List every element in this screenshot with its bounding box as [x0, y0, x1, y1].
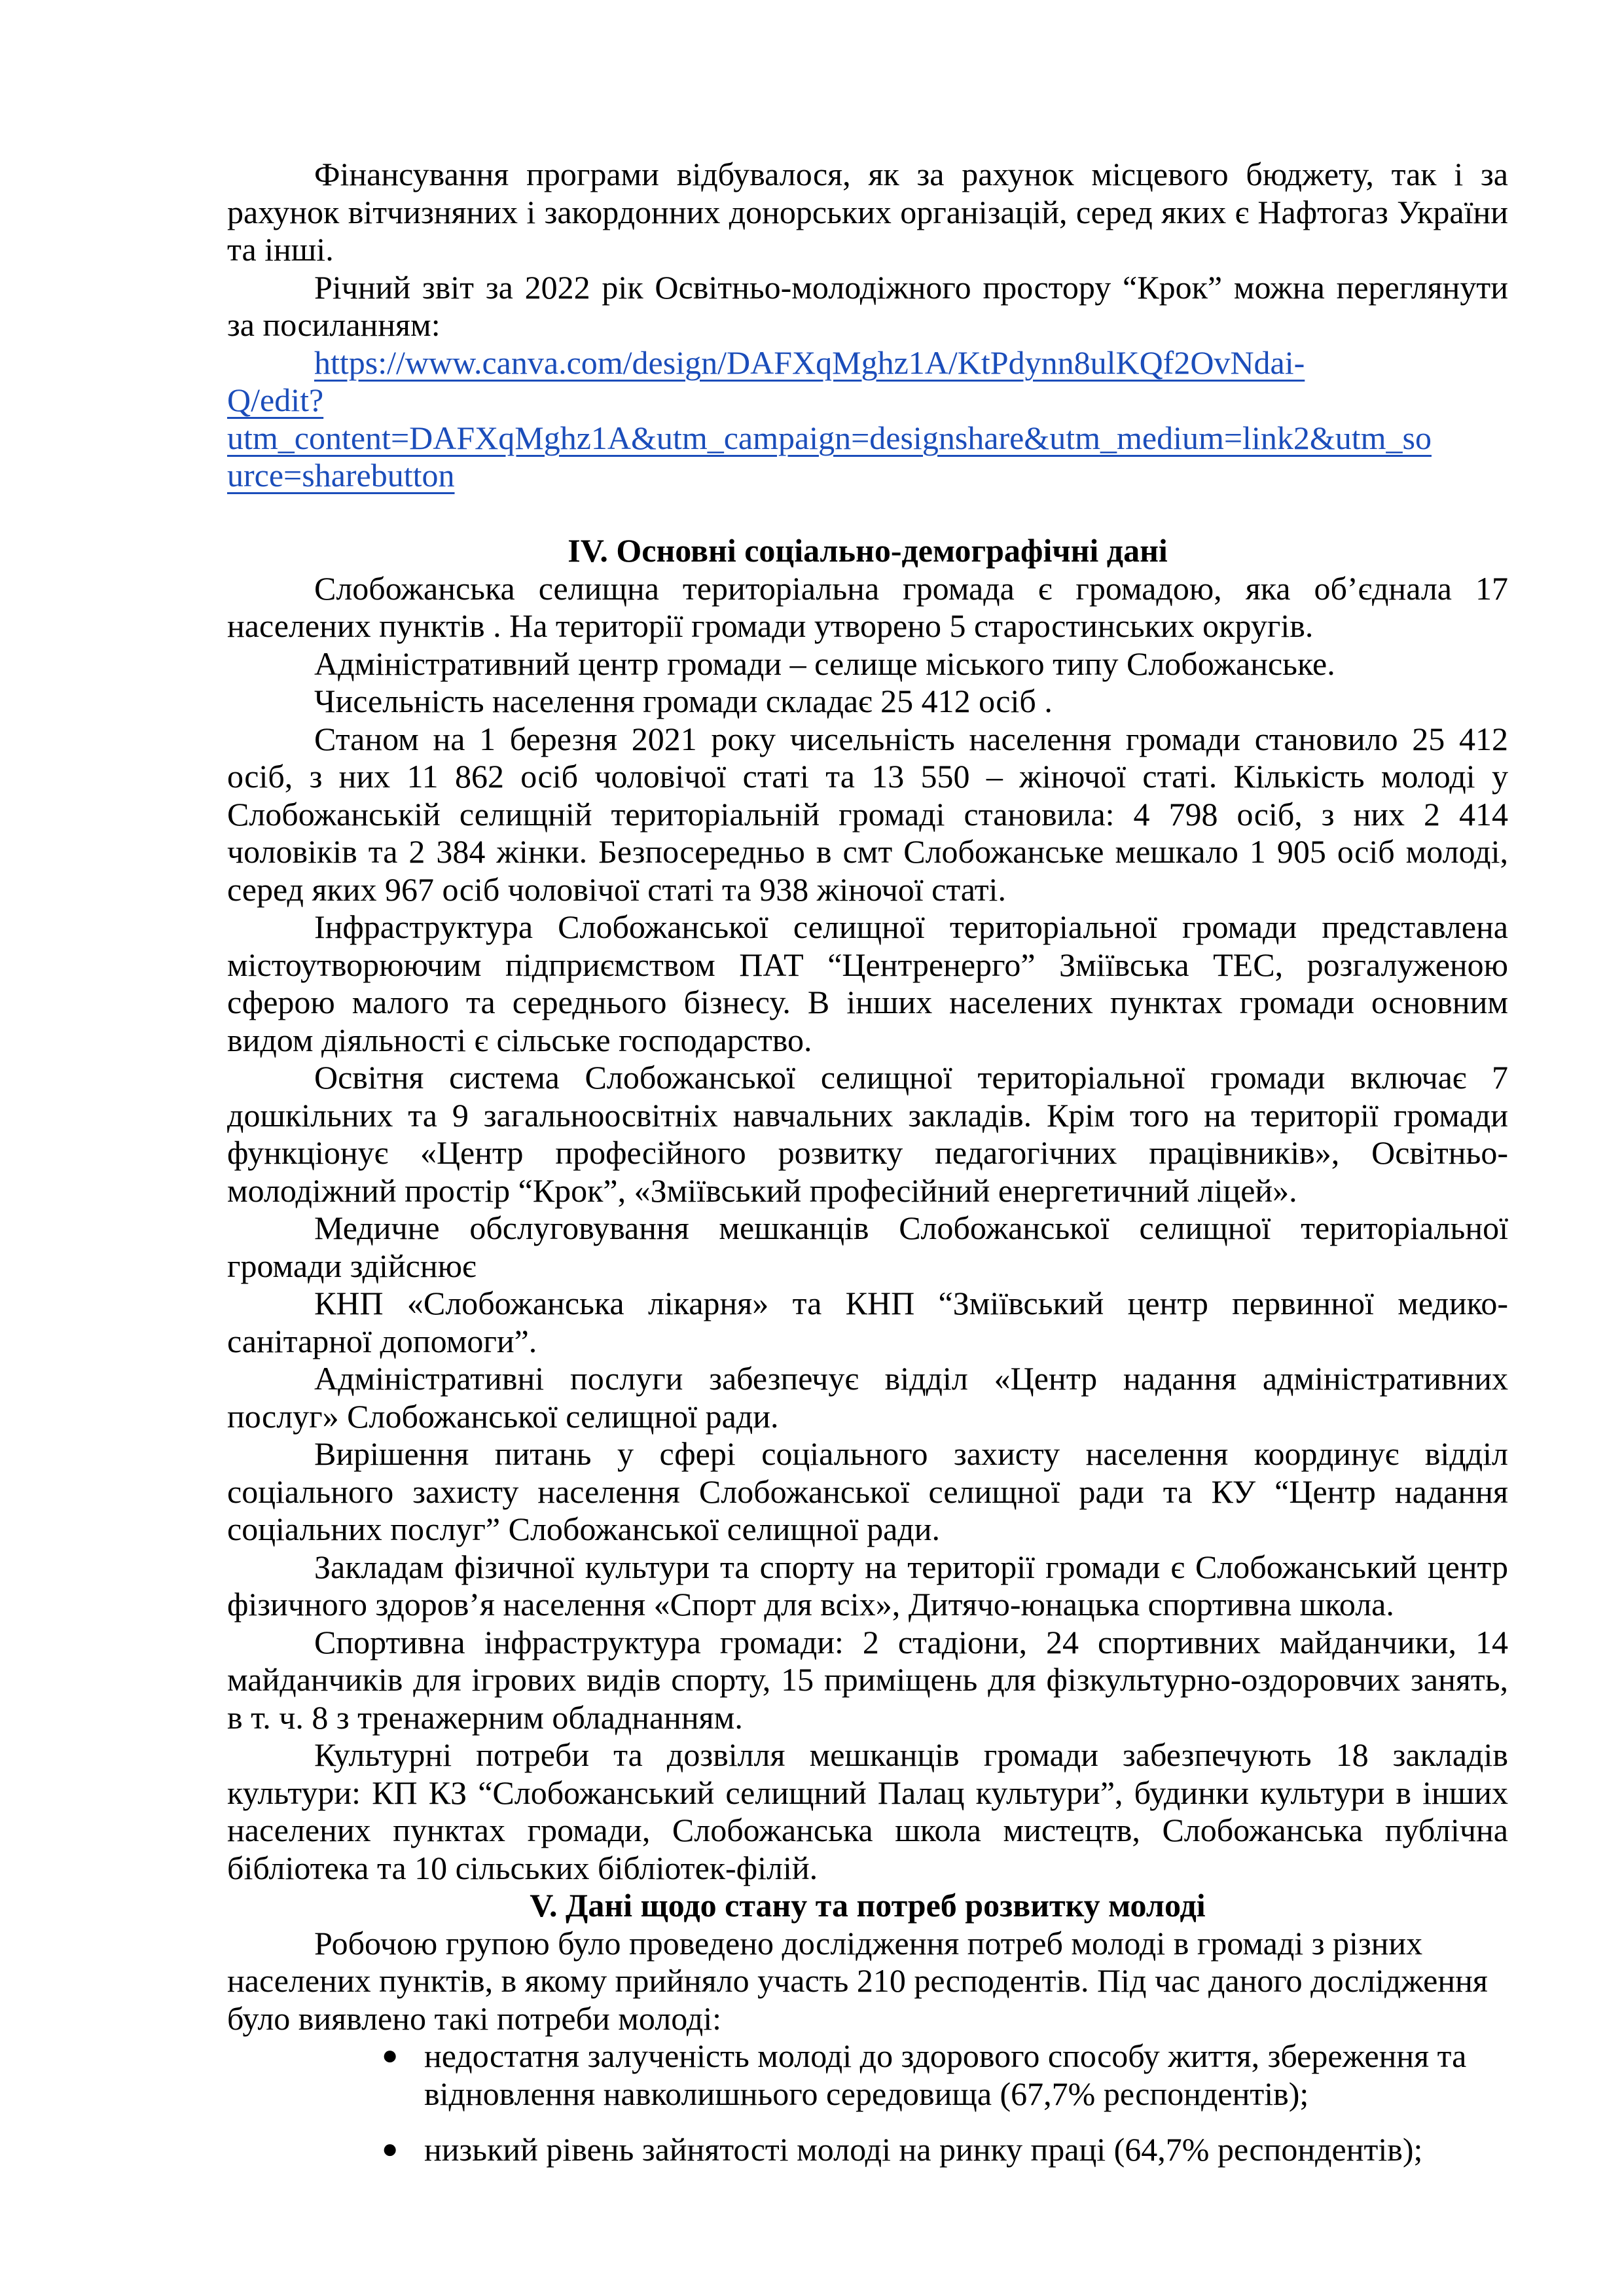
section-heading-iv: IV. Основні соціально-демографічні дані	[568, 532, 1168, 569]
paragraph-annual-report: Річний звіт за 2022 рік Освітньо-молодіжного простору “Крок” можна переглянути за посиланням:	[227, 268, 1508, 343]
paragraph-infrastructure: Інфраструктура Слобожанської селищної територіальної громади представлена містоутворюючим підприємством ПАТ “Центренерго” Зміївська ТЕС, розгалуженою сферою малого та середнього бізнесу. В інших населених пунктах громади основним видом діяльності є сільське господарство.	[227, 908, 1508, 1058]
canva-report-link[interactable]	[227, 344, 1508, 495]
paragraph-population-detail: Станом на 1 березня 2021 року чисельність населення громади становило 25 412 осіб, з них 11 862 осіб чоловічої статі та 13 550 – жіночої статі. Кількість молоді у Слобожанській селищній територіальній громаді становила: 4 798 осіб, з них 2 414 чоловіків та 2 384 жінки. Безпосередньо в смт Слобожанське мешкало 1 905 осіб молоді, серед яких 967 осіб чоловічої статі та 938 жіночої статі.	[227, 720, 1508, 908]
bullet-icon: ●	[382, 2041, 399, 2071]
paragraph-youth-survey: Робочою групою було проведено дослідження потреб молоді в громаді з різних населених пунктів, в якому прийняло участь 210 респодентів. Під час даного дослідження було виявлено такі потреби молоді:	[227, 1924, 1488, 2037]
paragraph-medical-facilities: КНП «Слобожанська лікарня» та КНП “Зміївський центр первинної медико-санітарної допомоги”.	[227, 1285, 1508, 1359]
paragraph-population-total: Чисельність населення громади складає 25 412 осіб .	[314, 683, 1053, 719]
bullet-icon: ●	[382, 2134, 399, 2164]
section-heading-v: V. Дані щодо стану та потреб розвитку молоді	[530, 1887, 1206, 1924]
youth-needs-list	[227, 2037, 1508, 2169]
paragraph-education: Освітня система Слобожанської селищної територіальної громади включає 7 дошкільних та 9 загальноосвітніх навчальних закладів. Крім того на території громади функціонує «Центр професійного розвитку педагогічних працівників», Освітньо-молодіжний простір “Крок”, «Зміївський професійний енергетичний ліцей».	[227, 1059, 1508, 1209]
list-item	[382, 2037, 1508, 2113]
paragraph-link	[227, 344, 1508, 495]
paragraph-culture: Культурні потреби та дозвілля мешканців громади забезпечують 18 закладів культури: КП КЗ “Слобожанський селищний Палац культури”, будинки культури в інших населених пунктах громади, Слобожанська школа мистецтв, Слобожанська публічна бібліотека та 10 сільських бібліотек-філій.	[227, 1736, 1508, 1886]
paragraph-community-overview: Слобожанська селищна територіальна громада є громадою, яка об’єднала 17 населених пунктів . На території громади утворено 5 старостинських округів.	[227, 569, 1508, 644]
link-line-3: urce=sharebutton	[227, 457, 455, 493]
blank-line	[227, 495, 1508, 533]
paragraph-social-protection: Вирішення питань у сфері соціального захисту населення координує відділ соціального захисту населення Слобожанської селищної ради та КУ “Центр надання соціальних послуг” Слобожанської селищної ради.	[227, 1435, 1508, 1547]
list-item-text: низький рівень зайнятості молоді на ринку праці (64,7% респондентів);	[424, 2131, 1423, 2168]
list-item	[382, 2131, 1508, 2169]
paragraph-admin-center: Адміністративний центр громади – селище міського типу Слобожанське.	[314, 645, 1335, 682]
list-item-text: недостатня залученість молоді до здорового способу життя, збереження та відновлення навколишнього середовища (67,7% респондентів);	[424, 2037, 1467, 2112]
link-line-1: https://www.canva.com/design/DAFXqMghz1A/KtPdynn8ulKQf2OvNdai-	[314, 344, 1305, 381]
link-line-2: Q/edit?utm_content=DAFXqMghz1A&utm_campaign=designshare&utm_medium=link2&utm_so	[227, 382, 1432, 456]
paragraph-financing: Фінансування програми відбувалося, як за рахунок місцевого бюджету, так і за рахунок вітчизняних і закордонних донорських організацій, серед яких є Нафтогаз України та інші.	[227, 156, 1508, 268]
paragraph-sport-infrastructure: Спортивна інфраструктура громади: 2 стадіони, 24 спортивних майданчики, 14 майданчиків для ігрових видів спорту, 15 приміщень для фізкультурно-оздоровчих занять, в т. ч. 8 з тренажерним обладнанням.	[227, 1623, 1508, 1736]
paragraph-sport-facilities: Закладам фізичної культури та спорту на території громади є Слобожанський центр фізичного здоров’я населення «Спорт для всіх», Дитячо-юнацька спортивна школа.	[227, 1548, 1508, 1623]
paragraph-admin-services: Адміністративні послуги забезпечує відділ «Центр надання адміністративних послуг» Слобожанської селищної ради.	[227, 1360, 1508, 1435]
paragraph-medical-intro: Медичне обслуговування мешканців Слобожанської селищної територіальної громади здійснює	[227, 1210, 1508, 1284]
